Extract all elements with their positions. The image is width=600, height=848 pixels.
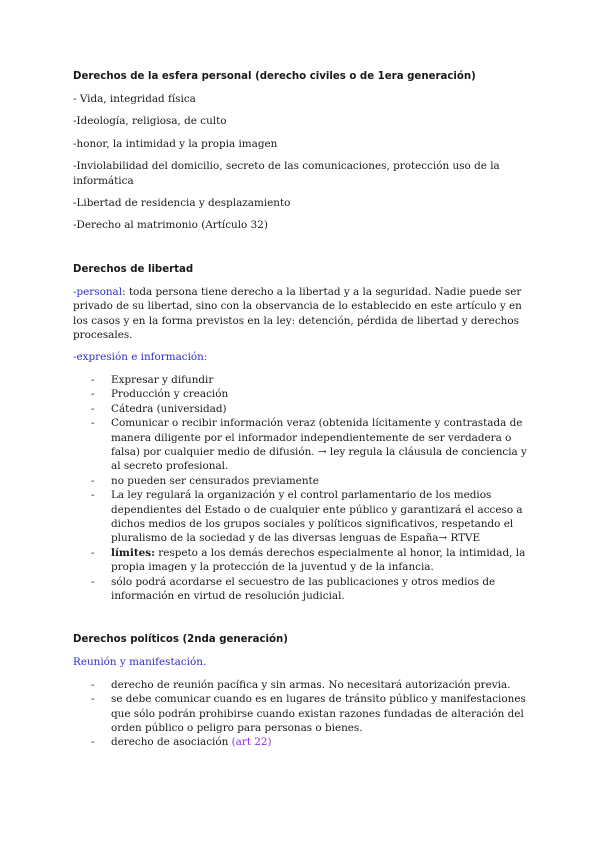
reunion-list xyxy=(73,678,528,750)
list-item: - sólo podrá acordarse el secuestro de las publicaciones y otros medios de información en virtud de resolución judicial. xyxy=(111,575,528,604)
personal-label: -personal xyxy=(73,285,123,298)
list-item: - no pueden ser censurados previamente xyxy=(111,474,528,488)
list-item: -Libertad de residencia y desplazamiento xyxy=(73,197,291,210)
list-item: -honor, la intimidad y la propia imagen xyxy=(73,137,278,150)
list-item: - Producción y creación xyxy=(111,387,528,401)
list-item xyxy=(111,546,528,575)
document-body xyxy=(73,70,528,750)
list-item: - se debe comunicar cuando es en lugares de tránsito público y manifestaciones que sólo podrán prohibirse cuando existan razones fundadas de alteración del orden público o peligro para personas o bienes. xyxy=(111,692,528,735)
section-heading-politicos: Derechos políticos (2nda generación) xyxy=(73,634,288,646)
list-item: - La ley regulará la organización y el control parlamentario de los medios dependientes del Estado o de cualquier ente público y garantizará el acceso a dichos medios de los grupos sociales y políticos significativos, respetando el pluralismo de la sociedad y de las diversas lenguas de España→ RTVE xyxy=(111,488,528,546)
list-item: -Derecho al matrimonio (Artículo 32) xyxy=(73,219,268,232)
list-item xyxy=(111,735,528,749)
personal-text: : toda persona tiene derecho a la libertad y a la seguridad. Nadie puede ser privado de su libertad, sino con la observancia de lo establecido en este artículo y en los casos y en la forma previstos en la ley: detención, pérdida de libertad y derechos procesales. xyxy=(73,285,522,342)
list-item: - Vida, integridad física xyxy=(73,93,196,105)
asociacion-text: derecho de asociación xyxy=(111,736,232,749)
section-heading-esfera-personal: Derechos de la esfera personal (derecho civiles o de 1era generación) xyxy=(73,71,476,82)
expresion-list xyxy=(73,373,528,604)
expresion-label: -expresión e información: xyxy=(73,351,208,364)
limites-text: respeto a los demás derechos especialmente al honor, la intimidad, la propia imagen y la protección de la juventud y de la infancia. xyxy=(111,546,526,574)
personal-paragraph xyxy=(73,285,528,343)
section-heading-libertad: Derechos de libertad xyxy=(73,263,194,275)
reunion-label: Reunión y manifestación. xyxy=(73,656,207,669)
list-item: -Inviolabilidad del domicilio, secreto de las comunicaciones, protección uso de la informática xyxy=(73,160,500,187)
art-22-ref: (art 22) xyxy=(231,736,272,749)
list-item: -Ideología, religiosa, de culto xyxy=(73,115,227,128)
limites-label: límites: xyxy=(111,546,155,559)
list-item: - Cátedra (universidad) xyxy=(111,402,528,416)
list-item: - derecho de reunión pacífica y sin armas. No necesitará autorización previa. xyxy=(111,678,528,692)
list-item: - Expresar y difundir xyxy=(111,373,528,387)
list-item: - Comunicar o recibir información veraz (obtenida lícitamente y contrastada de manera diligente por el informador independientemente de ser verdadera o falsa) por cualquier medio de difusión. → ley regula la cláusula de conciencia y al secreto profesional. xyxy=(111,416,528,474)
